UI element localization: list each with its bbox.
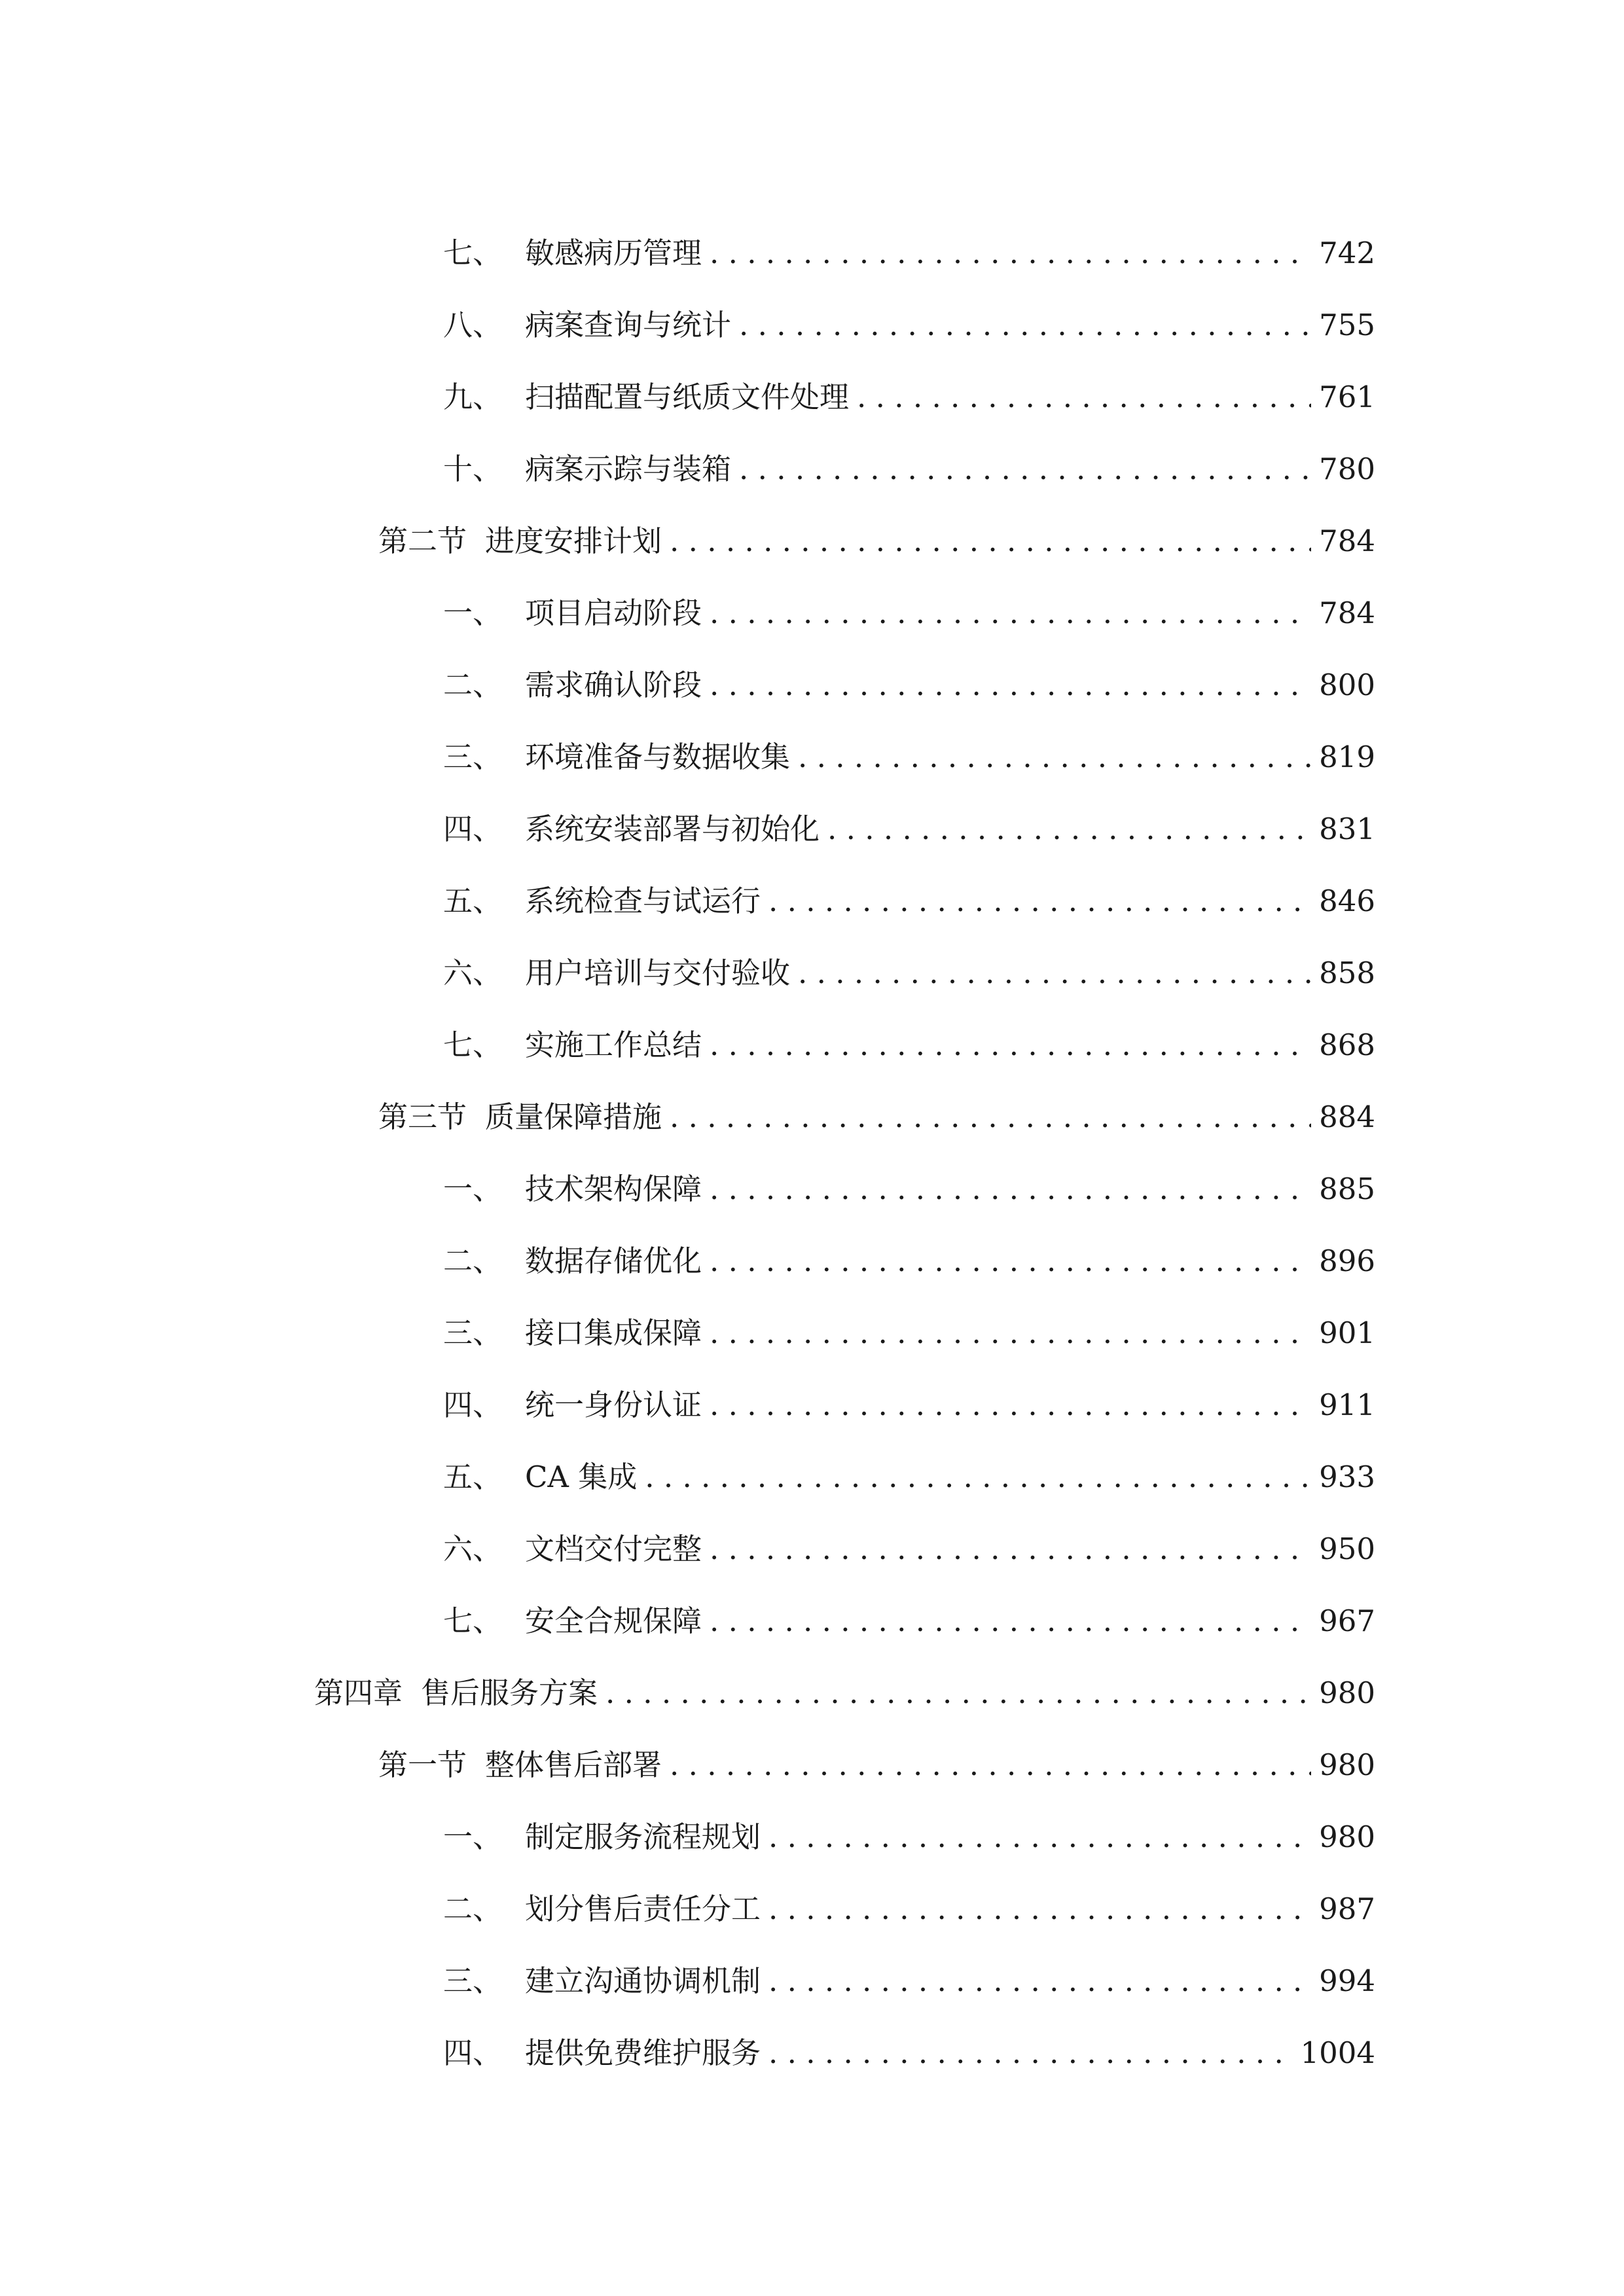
toc-entry-number: 三、 xyxy=(443,1316,503,1350)
toc-entry[interactable] xyxy=(443,1453,1375,1505)
toc-entry[interactable] xyxy=(443,733,1375,785)
toc-entry-title: 扫描配置与纸质文件处理 xyxy=(525,380,850,414)
toc-entry-page-number: 911 xyxy=(1319,1388,1375,1422)
toc-dot-leader xyxy=(739,308,1311,342)
toc-entry-number: 十、 xyxy=(443,452,503,486)
toc-dot-leader xyxy=(710,236,1311,270)
toc-entry-page-number: 846 xyxy=(1319,884,1375,918)
toc-entry-page-number: 987 xyxy=(1319,1892,1375,1926)
toc-dot-leader xyxy=(710,1172,1311,1206)
toc-entry-page-number: 1004 xyxy=(1300,2036,1375,2070)
toc-entry-title: 系统检查与试运行 xyxy=(525,884,761,918)
toc-entry-number: 六、 xyxy=(443,1532,503,1566)
toc-entry-page-number: 980 xyxy=(1319,1676,1375,1710)
toc-entry-number: 第四章 xyxy=(314,1676,403,1710)
toc-entry-number: 第二节 xyxy=(378,524,467,558)
toc-entry-page-number: 933 xyxy=(1319,1460,1375,1494)
toc-entry[interactable] xyxy=(443,1525,1375,1577)
toc-dot-leader xyxy=(768,2036,1292,2070)
toc-entry[interactable] xyxy=(443,1597,1375,1649)
toc-entry-number: 三、 xyxy=(443,740,503,774)
toc-entry-page-number: 994 xyxy=(1319,1964,1375,1998)
toc-entry-number: 七、 xyxy=(443,236,503,270)
toc-entry-title: 项目启动阶段 xyxy=(525,596,702,630)
toc-entry-page-number: 980 xyxy=(1319,1748,1375,1782)
toc-dot-leader xyxy=(857,380,1311,414)
toc-entry[interactable] xyxy=(443,229,1375,281)
toc-entry-page-number: 901 xyxy=(1319,1316,1375,1350)
toc-dot-leader xyxy=(768,1892,1311,1926)
toc-entry-title: 环境准备与数据收集 xyxy=(525,740,791,774)
toc-dot-leader xyxy=(710,1532,1311,1566)
toc-dot-leader xyxy=(710,668,1311,702)
toc-entry[interactable] xyxy=(443,373,1375,425)
toc-dot-leader xyxy=(710,1388,1311,1422)
toc-entry-title: 安全合规保障 xyxy=(525,1604,702,1638)
toc-entry-page-number: 884 xyxy=(1319,1100,1375,1134)
toc-entry[interactable] xyxy=(378,517,1375,569)
toc-entry[interactable] xyxy=(443,1165,1375,1217)
toc-entry-number: 七、 xyxy=(443,1028,503,1062)
toc-entry-number: 二、 xyxy=(443,1892,503,1926)
toc-entry-title: 系统安装部署与初始化 xyxy=(525,812,820,846)
toc-entry-number: 第一节 xyxy=(378,1748,467,1782)
toc-dot-leader xyxy=(710,1316,1311,1350)
toc-entry-title: 用户培训与交付验收 xyxy=(525,956,791,990)
toc-entry-page-number: 896 xyxy=(1319,1244,1375,1278)
toc-dot-leader xyxy=(645,1460,1311,1494)
toc-entry[interactable] xyxy=(443,445,1375,497)
toc-entry[interactable] xyxy=(443,1381,1375,1433)
toc-entry-title: 统一身份认证 xyxy=(525,1388,702,1422)
toc-entry-page-number: 885 xyxy=(1319,1172,1375,1206)
toc-entry-page-number: 742 xyxy=(1319,236,1375,270)
toc-dot-leader xyxy=(670,1100,1311,1134)
toc-entry-number: 二、 xyxy=(443,668,503,702)
toc-entry-page-number: 868 xyxy=(1319,1028,1375,1062)
toc-entry[interactable] xyxy=(443,805,1375,857)
toc-entry[interactable] xyxy=(443,301,1375,353)
toc-entry-number: 一、 xyxy=(443,1172,503,1206)
toc-entry[interactable] xyxy=(443,877,1375,929)
toc-entry-page-number: 780 xyxy=(1319,452,1375,486)
toc-entry-page-number: 800 xyxy=(1319,668,1375,702)
toc-entry-title: 需求确认阶段 xyxy=(525,668,702,702)
toc-entry-number: 五、 xyxy=(443,884,503,918)
toc-dot-leader xyxy=(768,884,1311,918)
toc-dot-leader xyxy=(798,740,1311,774)
toc-entry-number: 三、 xyxy=(443,1964,503,1998)
toc-entry-page-number: 858 xyxy=(1319,956,1375,990)
toc-entry-number: 一、 xyxy=(443,1820,503,1854)
toc-entry-number: 五、 xyxy=(443,1460,503,1494)
toc-dot-leader xyxy=(739,452,1311,486)
toc-entry-number: 八、 xyxy=(443,308,503,342)
toc-entry[interactable] xyxy=(443,1813,1375,1865)
toc-entry-number: 第三节 xyxy=(378,1100,467,1134)
toc-entry-title: 制定服务流程规划 xyxy=(525,1820,761,1854)
toc-entry-title: 进度安排计划 xyxy=(485,524,662,558)
toc-dot-leader xyxy=(670,524,1311,558)
toc-dot-leader xyxy=(768,1964,1311,1998)
toc-entry-page-number: 831 xyxy=(1319,812,1375,846)
toc-dot-leader xyxy=(605,1676,1311,1710)
toc-entry-number: 一、 xyxy=(443,596,503,630)
toc-entry-title: 质量保障措施 xyxy=(485,1100,662,1134)
toc-entry-title: 数据存储优化 xyxy=(525,1244,702,1278)
toc-entry[interactable] xyxy=(443,1309,1375,1361)
toc-entry-page-number: 967 xyxy=(1319,1604,1375,1638)
toc-entry[interactable] xyxy=(443,1957,1375,2009)
toc-entry-page-number: 755 xyxy=(1319,308,1375,342)
toc-dot-leader xyxy=(798,956,1311,990)
toc-entry-number: 七、 xyxy=(443,1604,503,1638)
toc-dot-leader xyxy=(670,1748,1311,1782)
toc-entry[interactable] xyxy=(443,949,1375,1001)
toc-entry[interactable] xyxy=(443,661,1375,713)
toc-entry-number: 四、 xyxy=(443,1388,503,1422)
toc-entry-title: 病案查询与统计 xyxy=(525,308,732,342)
toc-entry-title: 售后服务方案 xyxy=(421,1676,598,1710)
toc-entry-title: CA 集成 xyxy=(525,1460,638,1494)
toc-entry-page-number: 761 xyxy=(1319,380,1375,414)
toc-entry-title: 技术架构保障 xyxy=(525,1172,702,1206)
toc-entry-page-number: 980 xyxy=(1319,1820,1375,1854)
toc-entry-title: 病案示踪与装箱 xyxy=(525,452,732,486)
toc-entry-title: 提供免费维护服务 xyxy=(525,2036,761,2070)
toc-entry-page-number: 950 xyxy=(1319,1532,1375,1566)
toc-entry-number: 四、 xyxy=(443,812,503,846)
toc-dot-leader xyxy=(768,1820,1311,1854)
toc-entry[interactable] xyxy=(443,1237,1375,1289)
toc-entry[interactable] xyxy=(443,589,1375,641)
toc-entry-title: 整体售后部署 xyxy=(485,1748,662,1782)
toc-entry-number: 九、 xyxy=(443,380,503,414)
toc-entry-page-number: 784 xyxy=(1319,596,1375,630)
toc-entry-number: 二、 xyxy=(443,1244,503,1278)
toc-dot-leader xyxy=(710,596,1311,630)
toc-entry-title: 接口集成保障 xyxy=(525,1316,702,1350)
toc-entry[interactable] xyxy=(378,1093,1375,1145)
toc-entry-title: 实施工作总结 xyxy=(525,1028,702,1062)
toc-dot-leader xyxy=(710,1244,1311,1278)
toc-entry-number: 六、 xyxy=(443,956,503,990)
toc-entry[interactable] xyxy=(378,1741,1375,1793)
toc-dot-leader xyxy=(827,812,1311,846)
toc-dot-leader xyxy=(710,1028,1311,1062)
toc-entry[interactable] xyxy=(443,1885,1375,1937)
toc-entry[interactable] xyxy=(314,1669,1375,1721)
toc-entry-page-number: 784 xyxy=(1319,524,1375,558)
toc-entry[interactable] xyxy=(443,2029,1375,2081)
toc-dot-leader xyxy=(710,1604,1311,1638)
toc-entry-title: 文档交付完整 xyxy=(525,1532,702,1566)
toc-entry-page-number: 819 xyxy=(1319,740,1375,774)
toc-entry-number: 四、 xyxy=(443,2036,503,2070)
toc-entry-title: 建立沟通协调机制 xyxy=(525,1964,761,1998)
toc-entry-title: 划分售后责任分工 xyxy=(525,1892,761,1926)
toc-entry-title: 敏感病历管理 xyxy=(525,236,702,270)
toc-entry[interactable] xyxy=(443,1021,1375,1073)
